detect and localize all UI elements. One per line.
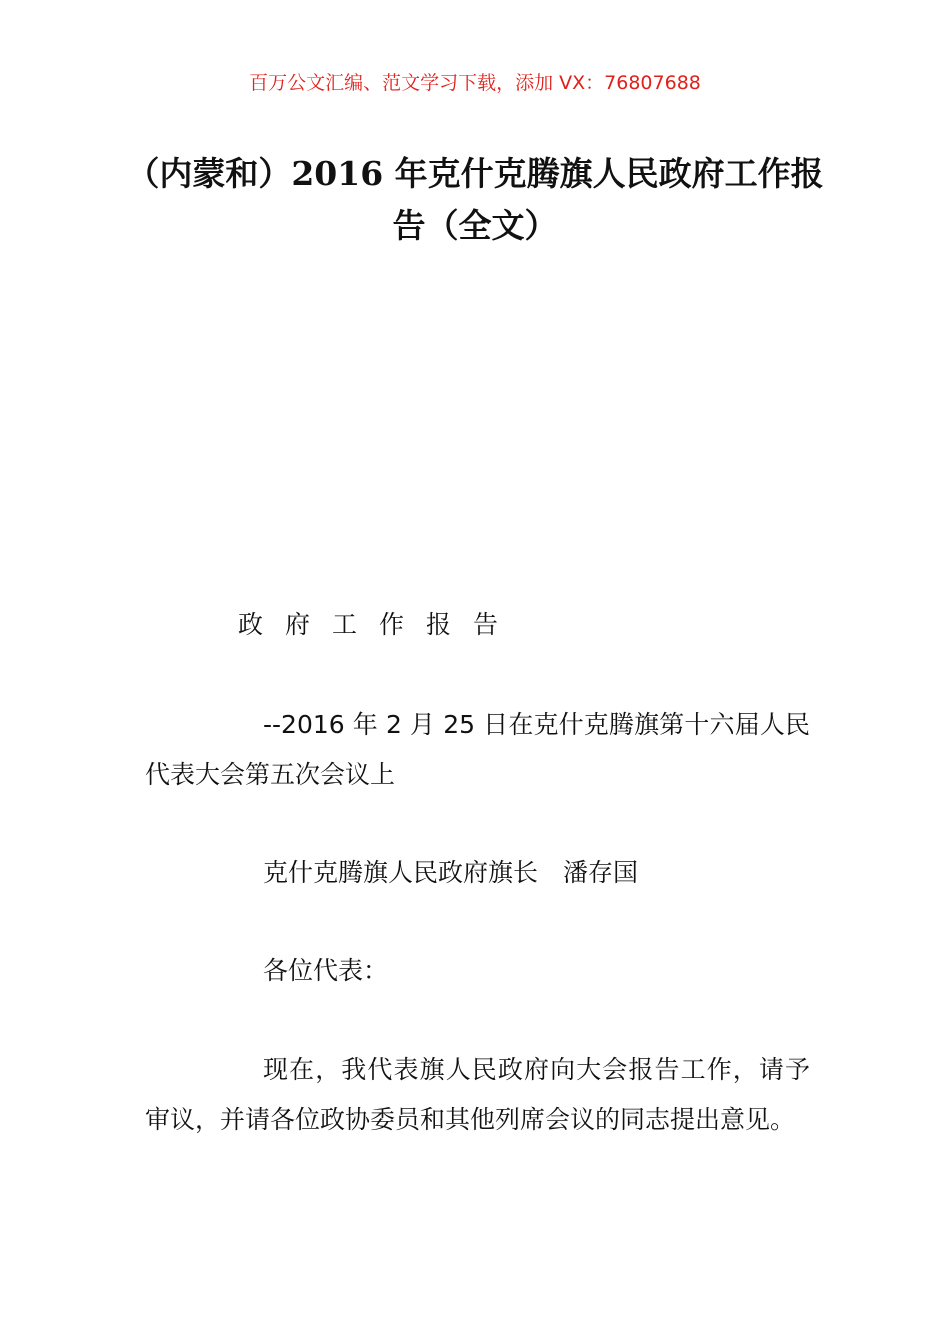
section-heading: 政府工作报告 xyxy=(238,610,521,639)
body-paragraph: 现在，我代表旗人民政府向大会报告工作，请予审议，并请各位政协委员和其他列席会议的同志提出意见。 xyxy=(145,1055,810,1134)
document-title: （内蒙和）2016 年克什克腾旗人民政府工作报告（全文） xyxy=(126,154,824,245)
greeting: 各位代表： xyxy=(263,956,389,985)
report-subtitle: --2016 年 2 月 25 日在克什克腾旗第十六届人民代表大会第五次会议上 xyxy=(145,710,810,789)
author-line: 克什克腾旗人民政府旗长 潘存国 xyxy=(263,858,639,887)
header-watermark-note: 百万公文汇编、范文学习下载，添加 VX：76807688 xyxy=(249,72,701,94)
